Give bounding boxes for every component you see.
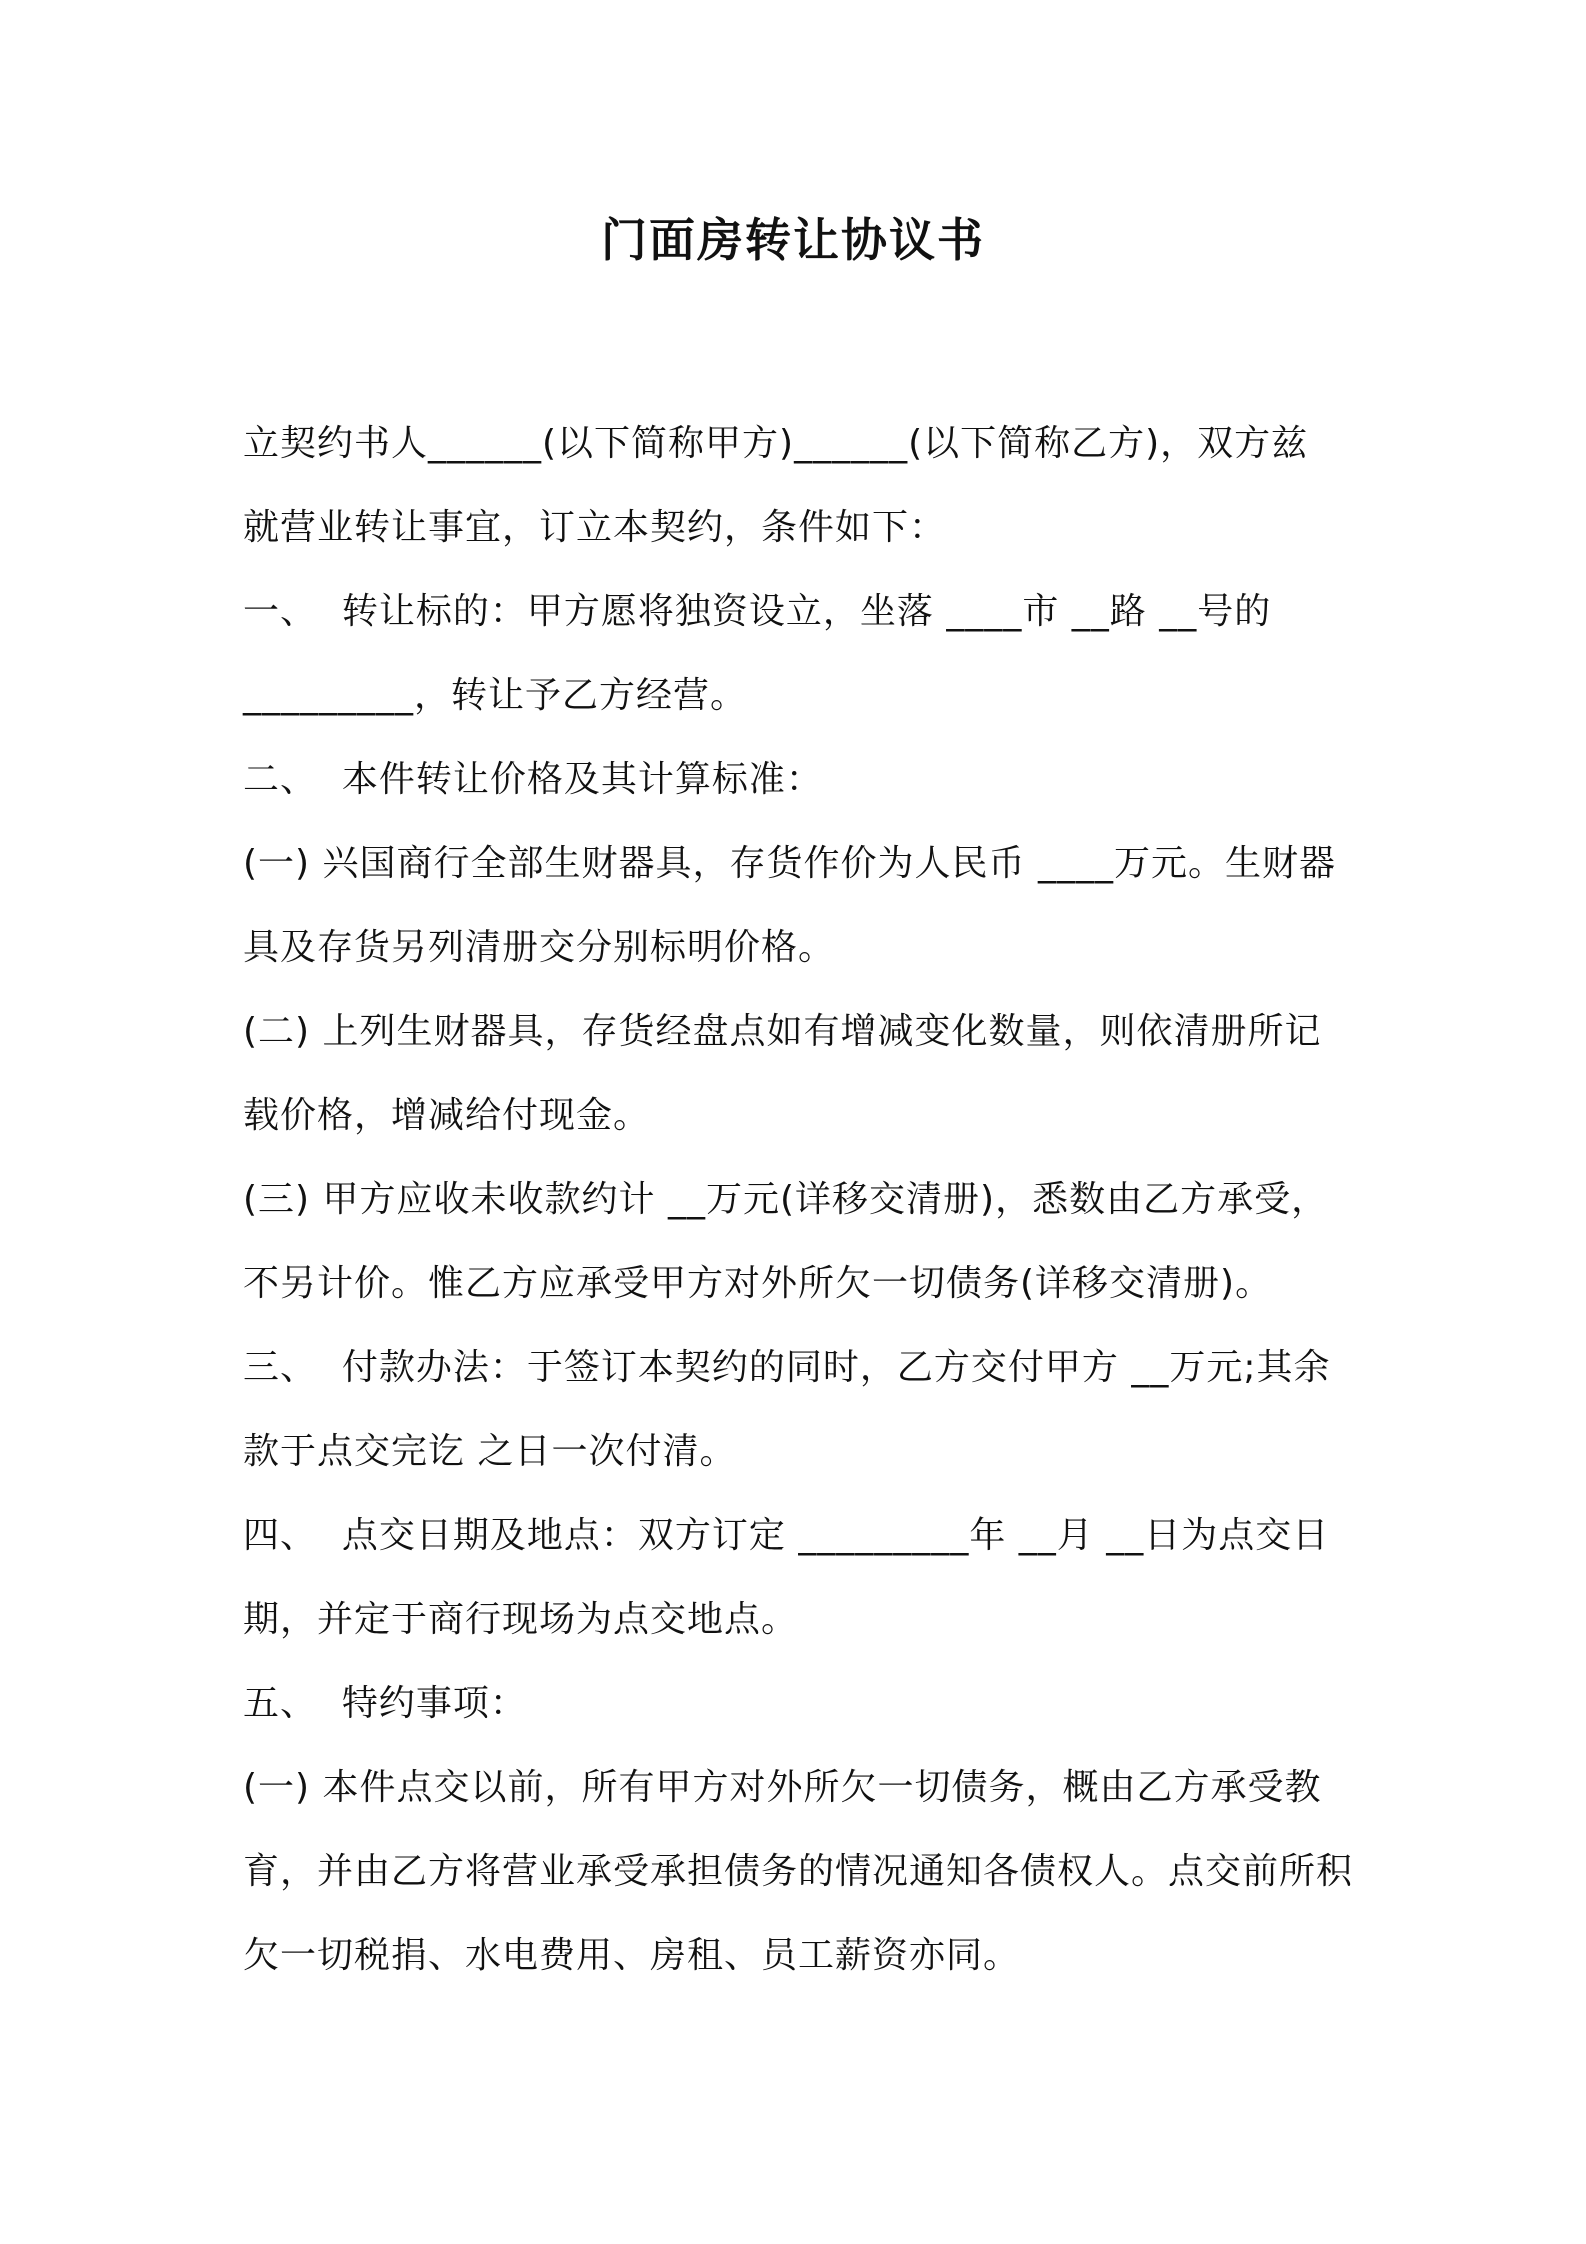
body-line: (一) 本件点交以前，所有甲方对外所欠一切债务，概由乙方承受教 <box>243 1767 1322 1808</box>
body-line: (二) 上列生财器具，存货经盘点如有增减变化数量，则依清册所记 <box>243 1011 1322 1052</box>
document-body <box>243 402 1353 1998</box>
body-line: 立契约书人______(以下简称甲方)______(以下简称乙方)，双方兹 <box>243 423 1309 464</box>
body-line: 三、 付款办法：于签订本契约的同时，乙方交付甲方 __万元;其余 <box>243 1347 1331 1388</box>
body-line: 五、 特约事项： <box>243 1683 527 1724</box>
body-line: 不另计价。惟乙方应承受甲方对外所欠一切债务(详移交清册)。 <box>243 1263 1273 1304</box>
body-line: 期，并定于商行现场为点交地点。 <box>243 1599 799 1640</box>
body-line: 款于点交完讫 之日一次付清。 <box>243 1431 737 1472</box>
body-line: 二、 本件转让价格及其计算标准： <box>243 759 823 800</box>
document-title: 门面房转让协议书 <box>601 213 985 267</box>
body-line: (三) 甲方应收未收款约计 __万元(详移交清册)，悉数由乙方承受， <box>243 1179 1329 1220</box>
body-line: 载价格，增减给付现金。 <box>243 1095 651 1136</box>
body-line: 育，并由乙方将营业承受承担债务的情况通知各债权人。点交前所积 <box>243 1851 1354 1892</box>
body-line: 四、 点交日期及地点：双方订定 _________年 __月 __日为点交日 <box>243 1515 1330 1556</box>
body-line: (一) 兴国商行全部生财器具，存货作价为人民币 ____万元。生财器 <box>243 843 1336 884</box>
body-line: 一、 转让标的：甲方愿将独资设立，坐落 ____市 __路 __号的 <box>243 591 1272 632</box>
body-line: _________，转让予乙方经营。 <box>243 675 748 716</box>
body-line: 具及存货另列清册交分别标明价格。 <box>243 927 836 968</box>
body-line: 欠一切税捐、水电费用、房租、员工薪资亦同。 <box>243 1935 1021 1976</box>
body-line: 就营业转让事宜，订立本契约，条件如下： <box>243 507 947 548</box>
